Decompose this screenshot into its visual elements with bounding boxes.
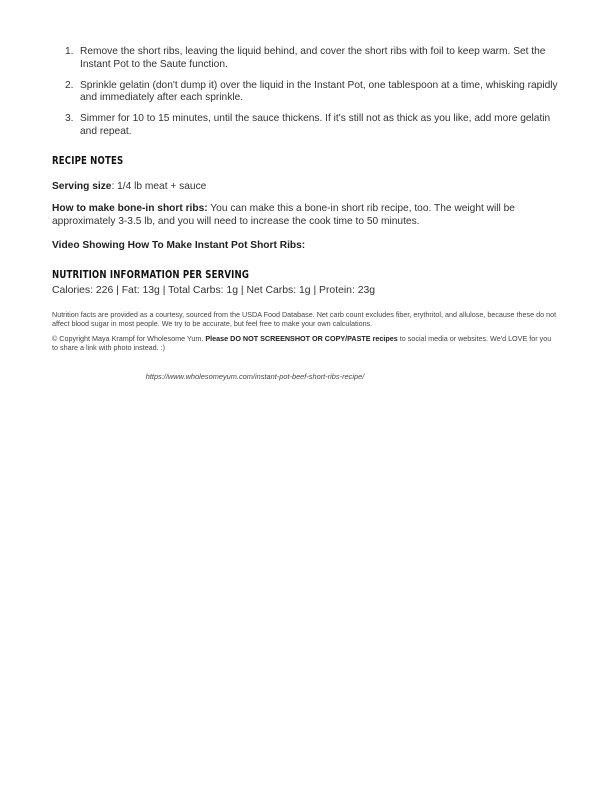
- copyright-suffix: to social media or websites. We'd LOVE for you to share a link with photo instead. :): [52, 334, 552, 352]
- video-label: Video Showing How To Make Instant Pot Short Ribs:: [52, 240, 306, 251]
- bone-in-text: You can make this a bone-in short rib recipe, too. The weight will be approximately 3-3.5 lb, and you will need to increase the cook time to 50 minutes.: [52, 203, 515, 227]
- bone-in-note: [52, 203, 557, 228]
- source-url[interactable]: https://www.wholesomeyum.com/instant-pot-beef-short-ribs-recipe/: [145, 372, 365, 381]
- step-number: 1.: [65, 46, 74, 57]
- step-text: Sprinkle gelatin (don't dump it) over the liquid in the Instant Pot, one tablespoon at a time, whisking rapidly and immediately after each sprinkle.: [80, 79, 558, 103]
- serving-size: [52, 181, 557, 194]
- instructions-list: [52, 46, 562, 147]
- copyright-notice: [52, 334, 557, 352]
- step-text: Remove the short ribs, leaving the liquid behind, and cover the short ribs with foil to keep warm. Set the Instant Pot to the Saute function.: [80, 46, 546, 70]
- serving-size-value: : 1/4 lb meat + sauce: [111, 181, 207, 192]
- instruction-step: [52, 80, 562, 105]
- copyright-prefix: © Copyright Maya Krampf for Wholesome Yum.: [52, 334, 206, 343]
- bone-in-label: How to make bone-in short ribs:: [52, 203, 208, 214]
- nutrition-heading: NUTRITION INFORMATION PER SERVING: [52, 268, 250, 281]
- step-text: Simmer for 10 to 15 minutes, until the sauce thickens. If it's still not as thick as you like, add more gelatin and repeat.: [80, 113, 551, 137]
- instruction-step: [52, 46, 562, 71]
- instruction-step: [52, 113, 562, 138]
- copyright-warning: Please DO NOT SCREENSHOT OR COPY/PASTE recipes: [205, 334, 398, 343]
- nutrition-disclaimer: Nutrition facts are provided as a courtesy, sourced from the USDA Food Database. Net carb count excludes fiber, erythritol, and allulose, because these do not affect blood sugar in most people. We try to be accurate, but feel free to make your own calculations.: [52, 310, 557, 328]
- serving-size-label: Serving size: [52, 181, 112, 192]
- step-number: 3.: [65, 113, 74, 124]
- recipe-notes-heading: RECIPE NOTES: [52, 154, 124, 167]
- step-number: 2.: [65, 79, 74, 91]
- nutrition-summary: Calories: 226 | Fat: 13g | Total Carbs: 1g | Net Carbs: 1g | Protein: 23g: [52, 285, 376, 296]
